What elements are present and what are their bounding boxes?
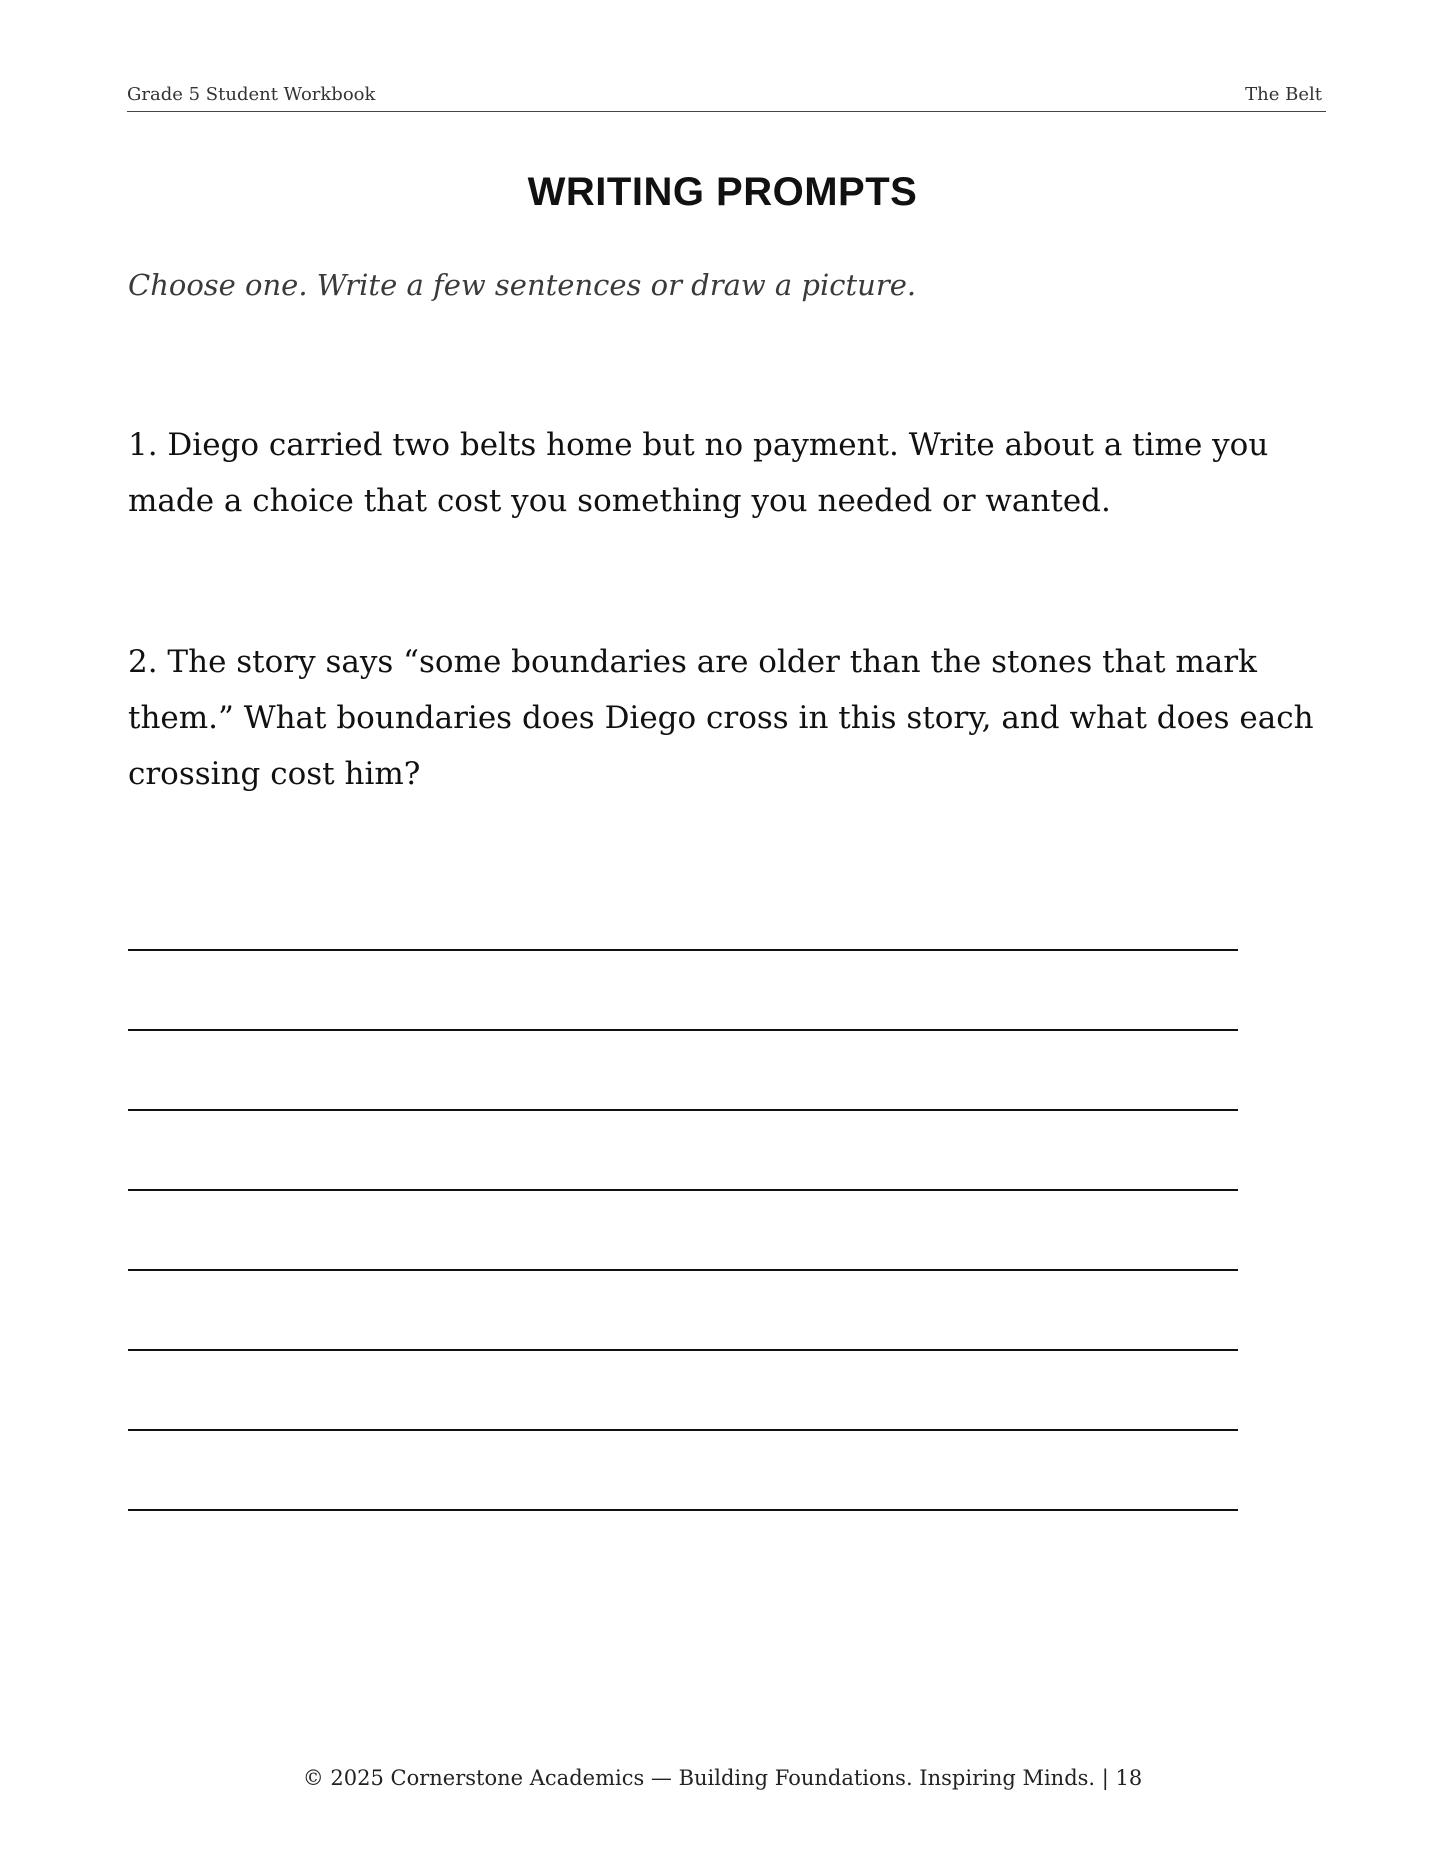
- writing-line: [128, 1349, 1238, 1351]
- instructions-text: Choose one. Write a few sentences or draw a picture.: [128, 268, 917, 302]
- writing-line: [128, 1509, 1238, 1511]
- writing-line: [128, 1429, 1238, 1431]
- writing-prompt-1: 1. Diego carried two belts home but no payment. Write about a time you made a choice that cost you something you needed or wanted.: [128, 427, 1269, 519]
- page-header: [127, 82, 1326, 112]
- writing-lines-area: [128, 949, 1238, 1589]
- writing-line: [128, 1189, 1238, 1191]
- writing-line: [128, 1269, 1238, 1271]
- writing-line: [128, 949, 1238, 951]
- workbook-label: Grade 5 Student Workbook: [127, 84, 376, 105]
- writing-line: [128, 1029, 1238, 1031]
- writing-line: [128, 1109, 1238, 1111]
- story-title-label: The Belt: [1245, 84, 1322, 105]
- page-footer: © 2025 Cornerstone Academics — Building Foundations. Inspiring Minds. | 18: [302, 1766, 1143, 1790]
- page-title: WRITING PROMPTS: [527, 170, 918, 214]
- writing-prompt-2: 2. The story says “some boundaries are older than the stones that mark them.” What boundaries does Diego cross in this story, and what does each crossing cost him?: [128, 644, 1314, 792]
